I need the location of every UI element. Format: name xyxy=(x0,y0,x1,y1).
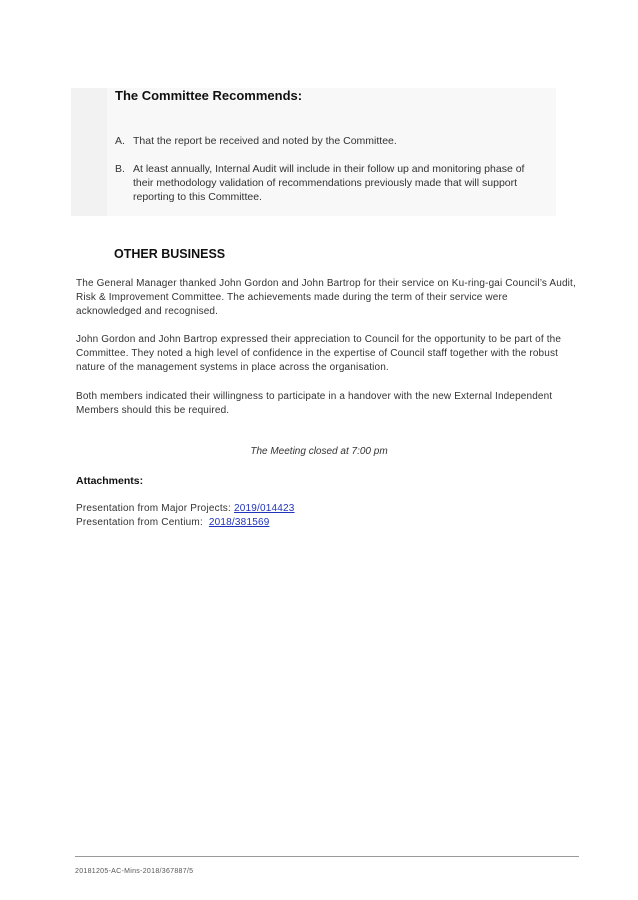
recommendation-text: At least annually, Internal Audit will include in their follow up and monitoring phase of their methodology validation of recommendations previously made that will support reporting to this Committee. xyxy=(133,163,525,203)
attachment-link[interactable]: 2018/381569 xyxy=(208,517,270,528)
recommendations-title: The Committee Recommends: xyxy=(115,88,303,103)
attachment-label: Presentation from Centium: xyxy=(76,517,209,528)
attachment-link[interactable]: 2019/014423 xyxy=(233,503,295,514)
attachment-label: Presentation from Major Projects: xyxy=(76,503,234,514)
paragraph-appreciation: John Gordon and John Bartrop expressed their appreciation to Council for the opportunity to be part of the Committee. They noted a high level of confidence in the expertise of Council staff together with the robust nature of the management systems in place across the organisation. xyxy=(76,334,562,373)
attachment-item-centium xyxy=(76,516,269,530)
meeting-closed-note: The Meeting closed at 7:00 pm xyxy=(250,446,388,457)
attachment-item-major-projects xyxy=(76,502,295,516)
recommendation-letter: B. xyxy=(115,163,125,175)
other-business-heading: OTHER BUSINESS xyxy=(114,247,226,261)
recommendations-gutter xyxy=(71,88,107,216)
paragraph-handover: Both members indicated their willingness to participate in a handover with the new External Independent Members should this be required. xyxy=(76,391,553,416)
attachments-heading: Attachments: xyxy=(76,475,144,487)
footer-reference: 20181205-AC-Mins-2018/367887/5 xyxy=(75,868,194,875)
recommendation-text: That the report be received and noted by the Committee. xyxy=(133,135,397,147)
recommendation-letter: A. xyxy=(115,135,125,147)
paragraph-thanks: The General Manager thanked John Gordon and John Bartrop for their service on Ku-ring-gai Council’s Audit, Risk & Improvement Committee. The achievements made during the term of their service were acknowledged and recognised. xyxy=(76,278,576,317)
footer-divider xyxy=(75,856,579,857)
